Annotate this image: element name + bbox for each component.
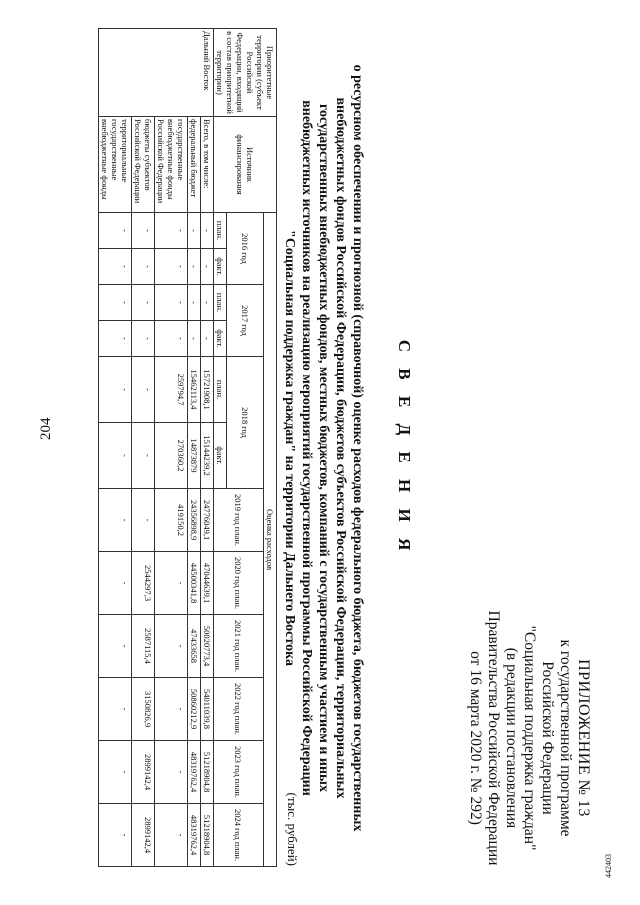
document-heading — [281, 28, 414, 868]
value-cell: 15721908,1 — [201, 357, 214, 423]
value-cell: - — [99, 741, 132, 804]
source-cell: государственные внебюджетные фонды Российской Федерации — [155, 117, 188, 213]
heading-line: внебюджетных источников на реализацию мероприятий государственной программы Российской Федерации — [299, 100, 314, 796]
value-cell: - — [201, 213, 214, 249]
value-cell: - — [132, 213, 155, 249]
value-cell: - — [99, 552, 132, 615]
header-source: Источник финансирования — [214, 117, 277, 213]
header-plan: план. — [214, 285, 227, 321]
header-forecast-year: 2021 год план. — [214, 615, 264, 678]
value-cell: 24356898,9 — [188, 489, 201, 552]
appendix-line: к государственной программе — [557, 639, 574, 837]
header-plan: план. — [214, 213, 227, 249]
value-cell: 259794,7 — [155, 357, 188, 423]
table-row — [155, 29, 188, 867]
header-forecast-year: 2024 год план. — [214, 804, 264, 867]
source-cell: территориальные государственные внебюджетные фонды — [99, 117, 132, 213]
appendix-line: от 16 марта 2020 г. № 292) — [467, 651, 484, 825]
appendix-line: (в редакции постановления — [503, 647, 520, 829]
value-cell: 15144239,2 — [201, 423, 214, 489]
header-year: 2018 год — [227, 357, 264, 489]
value-cell: - — [99, 321, 132, 357]
source-cell: бюджеты субъектов Российской Федерации — [132, 117, 155, 213]
heading-line: внебюджетных фондов Российской Федерации, бюджетов субъектов Российской Федерации, территориальных — [333, 97, 348, 799]
header-estimate: Оценка расходов — [264, 213, 277, 867]
value-cell: 48319762,4 — [188, 804, 201, 867]
value-cell: - — [99, 615, 132, 678]
value-cell: - — [155, 249, 188, 285]
value-cell: 51218904,8 — [201, 804, 214, 867]
value-cell: - — [132, 321, 155, 357]
value-cell: 2544297,3 — [132, 552, 155, 615]
header-territory: Приоритетные территории (субъект Российской Федерации, входящий в состав приоритетной территории) — [214, 29, 277, 117]
value-cell: - — [188, 285, 201, 321]
value-cell: 47433658 — [188, 615, 201, 678]
header-forecast-year: 2019 год план. — [214, 489, 264, 552]
units-label: (тыс. рублей) — [285, 792, 300, 866]
value-cell: - — [99, 249, 132, 285]
appendix-line: Правительства Российской Федерации — [485, 610, 502, 866]
value-cell: - — [132, 357, 155, 423]
value-cell: 24776049,1 — [201, 489, 214, 552]
value-cell: - — [99, 678, 132, 741]
value-cell: - — [155, 804, 188, 867]
value-cell: - — [99, 804, 132, 867]
header-forecast-year: 2020 год план. — [214, 552, 264, 615]
territory-cell: Дальний Восток — [99, 29, 214, 117]
value-cell: - — [201, 321, 214, 357]
table-row — [132, 29, 155, 867]
value-cell: - — [132, 249, 155, 285]
value-cell: - — [201, 285, 214, 321]
value-cell: - — [99, 213, 132, 249]
value-cell: - — [99, 423, 132, 489]
table-body — [99, 29, 214, 867]
source-cell: федеральный бюджет — [188, 117, 201, 213]
value-cell: 2587115,4 — [132, 615, 155, 678]
table-row — [99, 29, 132, 867]
value-cell: 419150,2 — [155, 489, 188, 552]
value-cell: 54011039,8 — [201, 678, 214, 741]
document-code: 442403 — [604, 854, 613, 878]
page-number: 204 — [38, 417, 54, 440]
appendix-line: "Социальная поддержка граждан" — [521, 625, 538, 851]
header-forecast-year: 2023 год план. — [214, 741, 264, 804]
header-year: 2017 год — [227, 285, 264, 357]
value-cell: 48319762,4 — [188, 741, 201, 804]
value-cell: 15462113,4 — [188, 357, 201, 423]
value-cell: - — [99, 357, 132, 423]
heading-title: С В Е Д Е Н И Я — [395, 339, 414, 557]
value-cell: - — [155, 213, 188, 249]
value-cell: - — [188, 249, 201, 285]
header-fact: факт. — [214, 249, 227, 285]
value-cell: 44500341,8 — [188, 552, 201, 615]
value-cell: - — [155, 552, 188, 615]
value-cell: - — [188, 321, 201, 357]
appendix-line: Российской Федерации — [539, 661, 556, 815]
value-cell: - — [188, 213, 201, 249]
value-cell: - — [155, 678, 188, 741]
header-year: 2016 год — [227, 213, 264, 285]
value-cell: - — [155, 615, 188, 678]
value-cell: - — [132, 423, 155, 489]
value-cell: - — [155, 741, 188, 804]
appendix-title: ПРИЛОЖЕНИЕ № 13 — [575, 659, 592, 817]
value-cell: 14873879 — [188, 423, 201, 489]
table-row — [201, 29, 214, 867]
value-cell: - — [99, 285, 132, 321]
value-cell: - — [132, 489, 155, 552]
expenditure-table — [98, 28, 277, 867]
header-fact: факт. — [214, 423, 227, 489]
value-cell: 47044639,1 — [201, 552, 214, 615]
source-cell: Всего, в том числе: — [201, 117, 214, 213]
value-cell: 2899142,4 — [132, 804, 155, 867]
rotated-page-content — [12, 8, 612, 888]
header-plan: план. — [214, 357, 227, 423]
value-cell: 2899142,4 — [132, 741, 155, 804]
value-cell: - — [99, 489, 132, 552]
header-fact: факт. — [214, 321, 227, 357]
value-cell: - — [201, 249, 214, 285]
value-cell: - — [132, 285, 155, 321]
value-cell: 50860212,9 — [188, 678, 201, 741]
value-cell: - — [155, 285, 188, 321]
value-cell: - — [155, 321, 188, 357]
appendix-block — [466, 608, 592, 868]
heading-line: о ресурсном обеспечении и прогнозной (справочной) оценке расходов федерального бюджета, бюджетов государственных — [350, 64, 365, 832]
heading-line: государственных внебюджетных фондов, местных бюджетов, компаний с государственным участием и иных — [316, 103, 331, 792]
value-cell: 270360,2 — [155, 423, 188, 489]
heading-line: "Социальная поддержка граждан" на территории Дальнего Востока — [282, 230, 297, 666]
table-row — [188, 29, 201, 867]
value-cell: 51218904,8 — [201, 741, 214, 804]
value-cell: 50020773,4 — [201, 615, 214, 678]
value-cell: 3150826,9 — [132, 678, 155, 741]
header-forecast-year: 2022 год план. — [214, 678, 264, 741]
